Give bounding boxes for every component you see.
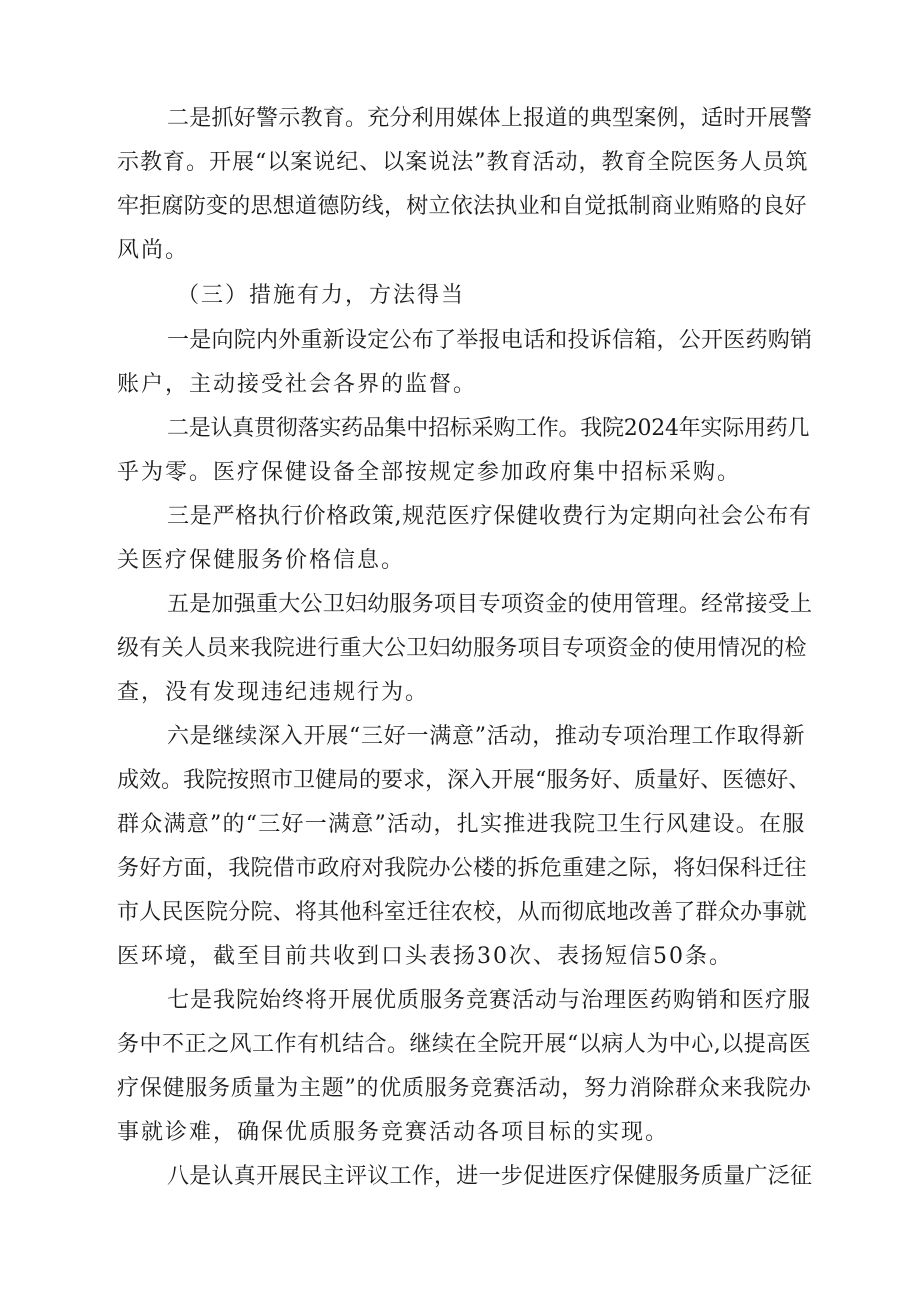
text-line: 成效。我院按照市卫健局的要求，深入开展“服务好、质量好、医德好、 <box>117 768 811 793</box>
text-line: 二是抓好警示教育。充分利用媒体上报道的典型案例，适时开展警 <box>167 106 813 131</box>
text-line: 事就诊难，确保优质服务竞赛活动各项目标的实现。 <box>117 1120 670 1145</box>
text-line: 二是认真贯彻落实药品集中招标采购工作。我院2024年实际用药几 <box>167 416 810 441</box>
text-line: 级有关人员来我院进行重大公卫妇幼服务项目专项资金的使用情况的检 <box>117 636 807 661</box>
text-line: 务好方面，我院借市政府对我院办公楼的拆危重建之际，将妇保科迁往 <box>117 856 807 881</box>
text-line: 医环境，截至目前共收到口头表扬30次、表扬短信50条。 <box>117 944 733 969</box>
text-line: 一是向院内外重新设定公布了举报电话和投诉信箱，公开医药购销 <box>167 328 813 353</box>
text-line: 市人民医院分院、将其他科室迁往农校，从而彻底地改善了群众办事就 <box>117 900 807 925</box>
text-line: 示教育。开展“以案说纪、以案说法”教育活动，教育全院医务人员筑 <box>117 150 809 175</box>
text-line: 乎为零。医疗保健设备全部按规定参加政府集中招标采购。 <box>117 460 742 485</box>
text-line: 疗保健服务质量为主题”的优质服务竞赛活动，努力消除群众来我院办 <box>117 1076 812 1101</box>
text-line: 三是严格执行价格政策,规范医疗保健收费行为定期向社会公布有 <box>167 504 812 529</box>
text-line: 关医疗保健服务价格信息。 <box>117 548 406 573</box>
section-heading: （三）措施有力，方法得当 <box>177 283 466 308</box>
text-line: 账户，主动接受社会各界的监督。 <box>117 372 478 397</box>
text-line: 群众满意”的“三好一满意”活动，扎实推进我院卫生行风建设。在服 <box>117 812 806 837</box>
text-line: 八是认真开展民主评议工作，进一步促进医疗保健服务质量广泛征 <box>167 1164 813 1189</box>
text-line: 风尚。 <box>117 238 190 263</box>
text-line: 务中不正之风工作有机结合。继续在全院开展“以病人为中心,以提高医 <box>117 1032 812 1057</box>
text-line: 牢拒腐防变的思想道德防线，树立依法执业和自觉抵制商业贿赂的良好 <box>117 194 807 219</box>
text-line: 五是加强重大公卫妇幼服务项目专项资金的使用管理。经常接受上 <box>167 592 813 617</box>
text-line: 查，没有发现违纪违规行为。 <box>117 680 430 705</box>
text-line: 七是我院始终将开展优质服务竞赛活动与治理医药购销和医疗服 <box>167 988 812 1013</box>
text-line: 六是继续深入开展“三好一满意”活动，推动专项治理工作取得新 <box>167 724 806 749</box>
